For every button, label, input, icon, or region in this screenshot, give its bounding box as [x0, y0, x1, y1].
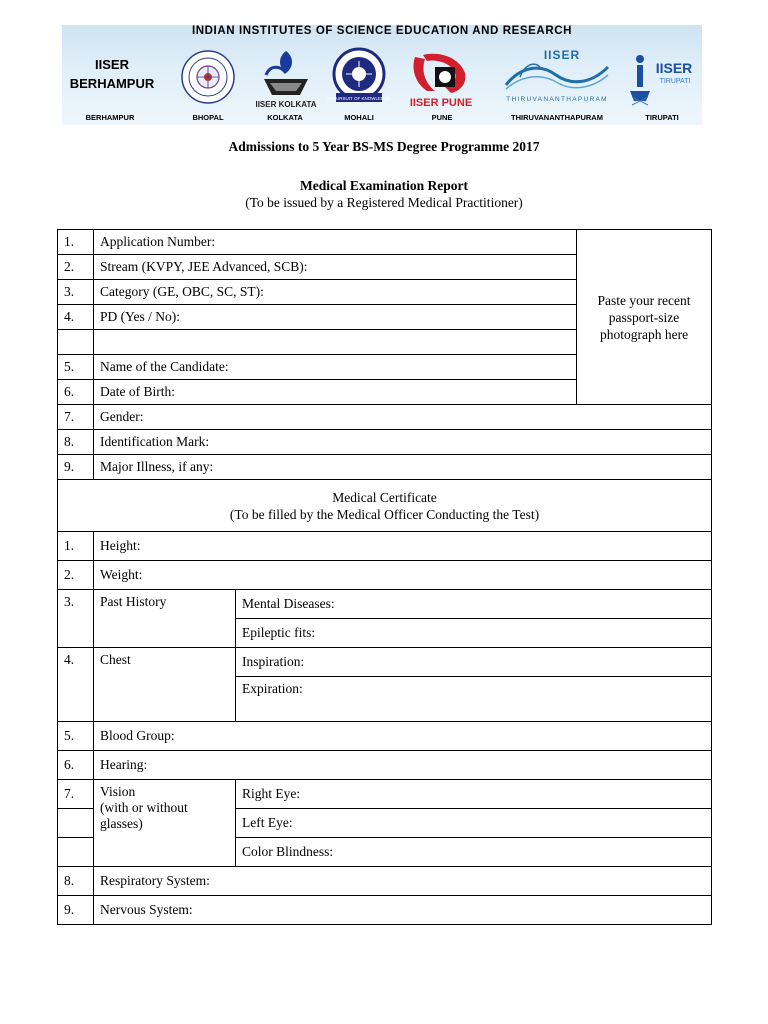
row-number: 8.	[58, 430, 94, 455]
certificate-subtitle: (To be filled by the Medical Officer Conducting the Test)	[229, 506, 540, 522]
candidate-name-field[interactable]: Name of the Candidate:	[94, 355, 577, 380]
row-number: 8.	[58, 867, 94, 896]
city-mohali: MOHALI	[344, 113, 374, 122]
vision-label-line3: glasses)	[100, 816, 143, 831]
form-row	[58, 780, 712, 809]
form-row	[58, 405, 712, 430]
certificate-heading	[58, 480, 712, 532]
blood-group-field[interactable]: Blood Group:	[94, 722, 712, 751]
institutes-banner	[62, 25, 702, 125]
vision-label-line1: Vision	[100, 784, 136, 799]
tirupati-logo-top-text: IISER	[655, 60, 693, 76]
city-tirupati: TIRUPATI	[645, 113, 679, 122]
form-row	[58, 722, 712, 751]
report-title: Medical Examination Report	[300, 178, 468, 193]
row-number: 6.	[58, 380, 94, 405]
iiser-berhampur-line2: BERHAMPUR	[69, 76, 155, 91]
form-row	[58, 532, 712, 561]
certificate-heading-row	[58, 480, 712, 532]
iiser-tvm-logo-icon	[500, 45, 614, 107]
iiser-tirupati-logo-icon	[628, 51, 702, 109]
row-number: 4.	[58, 305, 94, 330]
epileptic-fits-field[interactable]: Epileptic fits:	[236, 619, 712, 648]
mental-diseases-field[interactable]: Mental Diseases:	[236, 590, 712, 619]
row-number: 7.	[58, 405, 94, 430]
identification-mark-field[interactable]: Identification Mark:	[94, 430, 712, 455]
left-eye-field[interactable]: Left Eye:	[236, 809, 712, 838]
row-number: 3.	[58, 590, 94, 648]
vision-label	[94, 780, 236, 867]
application-number-field[interactable]: Application Number:	[94, 230, 577, 255]
category-field[interactable]: Category (GE, OBC, SC, ST):	[94, 280, 577, 305]
row-number: 6.	[58, 751, 94, 780]
form-row	[58, 896, 712, 925]
row-number: 2.	[58, 561, 94, 590]
city-kolkata: KOLKATA	[267, 113, 303, 122]
respiratory-system-field[interactable]: Respiratory System:	[94, 867, 712, 896]
kolkata-logo-text: IISER KOLKATA	[255, 100, 317, 109]
city-pune: PUNE	[431, 113, 453, 122]
right-eye-field[interactable]: Right Eye:	[236, 780, 712, 809]
banner-title: INDIAN INSTITUTES OF SCIENCE EDUCATION AND RESEARCH	[191, 25, 573, 37]
row-number: 5.	[58, 722, 94, 751]
mohali-logo-text: IN PURSUIT OF KNOWLEDGE	[327, 96, 391, 101]
tvm-logo-top-text: IISER	[543, 48, 581, 62]
city-berhampur: BERHAMPUR	[85, 113, 135, 122]
iiser-kolkata-logo-icon	[256, 47, 316, 109]
form-row	[58, 751, 712, 780]
row-number: 9.	[58, 455, 94, 480]
gender-field[interactable]: Gender:	[94, 405, 712, 430]
form-row	[58, 561, 712, 590]
chest-label: Chest	[94, 648, 236, 722]
hearing-field[interactable]: Hearing:	[94, 751, 712, 780]
row-number: 9.	[58, 896, 94, 925]
form-row	[58, 590, 712, 619]
form-row	[58, 230, 712, 255]
city-bhopal: BHOPAL	[192, 113, 224, 122]
row-number: 3.	[58, 280, 94, 305]
row-number: 4.	[58, 648, 94, 722]
nervous-system-field[interactable]: Nervous System:	[94, 896, 712, 925]
iiser-pune-logo-icon	[405, 49, 477, 109]
iiser-berhampur-logo	[66, 55, 158, 93]
iiser-mohali-seal-icon	[327, 47, 391, 105]
report-subtitle: (To be issued by a Registered Medical Practitioner)	[245, 195, 523, 210]
row-number: 1.	[58, 230, 94, 255]
photo-text-line3: photograph here	[599, 326, 689, 342]
city-thiruvananthapuram: THIRUVANANTHAPURAM	[511, 113, 603, 122]
tirupati-logo-bottom-text: TIRUPATI	[659, 78, 691, 85]
height-field[interactable]: Height:	[94, 532, 712, 561]
row-number-blank	[58, 838, 94, 867]
form-row	[58, 455, 712, 480]
iiser-bhopal-seal-icon	[178, 49, 238, 105]
major-illness-field[interactable]: Major Illness, if any:	[94, 455, 712, 480]
row-number	[58, 330, 94, 355]
photo-text-line2: passport-size	[608, 309, 680, 325]
row-number: 1.	[58, 532, 94, 561]
row-number: 7.	[58, 780, 94, 809]
form-row	[58, 430, 712, 455]
expiration-field[interactable]: Expiration:	[236, 677, 712, 722]
form-row	[58, 867, 712, 896]
photo-box[interactable]	[577, 230, 712, 405]
row-number: 5.	[58, 355, 94, 380]
medical-form-table	[57, 229, 712, 925]
row-number: 2.	[58, 255, 94, 280]
pune-logo-text: IISER PUNE	[409, 97, 473, 109]
iiser-berhampur-line1: IISER	[95, 57, 129, 72]
certificate-title: Medical Certificate	[332, 489, 437, 505]
pd-field[interactable]: PD (Yes / No):	[94, 305, 577, 330]
row-number-blank	[58, 809, 94, 838]
tvm-logo-bottom-text: THIRUVANANTHAPURAM	[506, 96, 608, 103]
past-history-label: Past History	[94, 590, 236, 648]
weight-field[interactable]: Weight:	[94, 561, 712, 590]
photo-text-line1: Paste your recent	[597, 292, 691, 308]
date-of-birth-field[interactable]: Date of Birth:	[94, 380, 577, 405]
admissions-heading: Admissions to 5 Year BS-MS Degree Programme 2017	[228, 139, 540, 154]
inspiration-field[interactable]: Inspiration:	[236, 648, 712, 677]
color-blindness-field[interactable]: Color Blindness:	[236, 838, 712, 867]
blank-field[interactable]	[94, 330, 577, 355]
stream-field[interactable]: Stream (KVPY, JEE Advanced, SCB):	[94, 255, 577, 280]
vision-label-line2: (with or without	[100, 800, 188, 815]
form-row	[58, 648, 712, 677]
